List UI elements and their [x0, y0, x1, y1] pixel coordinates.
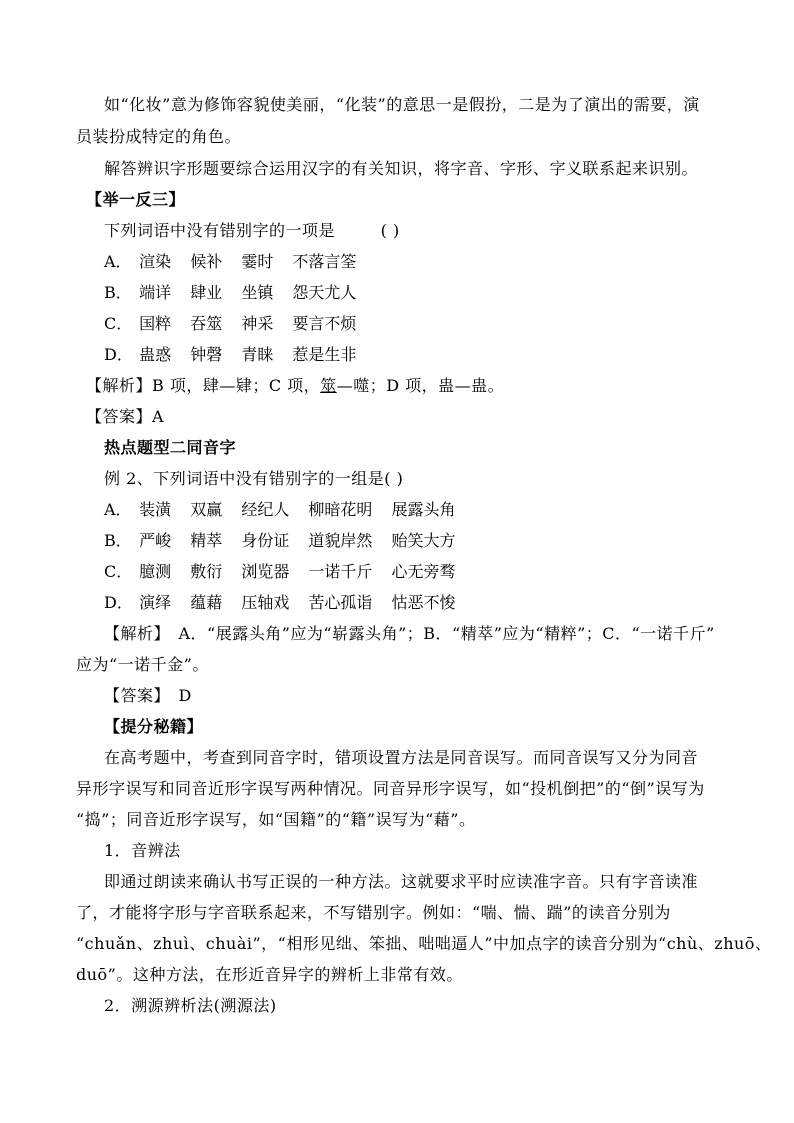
- option-a: [104, 252, 370, 272]
- paragraph-line: 如“化妆”意为修饰容貌使美丽，“化装”的意思一是假扮，二是为了演出的需要，演: [104, 95, 700, 114]
- paragraph-line: 解答辨识字形题要综合运用汉字的有关知识，将字音、字形、字义联系起来识别。: [104, 159, 699, 178]
- option-word: 国粹: [139, 314, 172, 333]
- option-b: [104, 283, 370, 303]
- option-word: 蛊惑: [139, 345, 172, 364]
- option-word: 怨天尤人: [292, 283, 357, 302]
- answer-bracket: ( ): [380, 221, 400, 240]
- method-title: 1．音辨法: [104, 841, 181, 860]
- answer-text: 【答案】A: [86, 407, 165, 426]
- paragraph-line: duō”。这种方法，在形近音异字的辨析上非常有效。: [76, 965, 463, 984]
- option-word: 要言不烦: [292, 314, 357, 333]
- option-label: C．: [104, 562, 133, 581]
- paragraph-line: 在高考题中，考查到同音字时，错项设置方法是同音误写。而同音误写又分为同音: [104, 748, 699, 767]
- option-c: [104, 314, 370, 334]
- paragraph-line: 员装扮成特定的角色。: [76, 127, 242, 146]
- analysis-pre: 【解析】B 项，肆—肄；C 项，: [86, 376, 321, 395]
- option-word: 臆测: [139, 562, 172, 581]
- option-word: 坐镇: [241, 283, 274, 302]
- analysis-text: 【解析】 A．“展露头角”应为“崭露头角”；B．“精萃”应为“精粹”；C．“一诺千斤”: [104, 624, 715, 643]
- option-word: 严峻: [139, 531, 172, 550]
- option-word: 惹是生非: [292, 345, 357, 364]
- option-c: [104, 562, 470, 582]
- option-word: 吞筮: [190, 314, 223, 333]
- analysis-text: [86, 376, 504, 396]
- option-word: 端详: [139, 283, 172, 302]
- option-d: [104, 593, 470, 613]
- paragraph-line: 即通过朗读来确认书写正误的一种方法。这就要求平时应读准字音。只有字音读准: [104, 872, 699, 891]
- paragraph-line: 了，才能将字形与字音联系起来，不写错别字。例如：“喘、惴、踹”的读音分别为: [76, 903, 671, 922]
- option-word: 霎时: [241, 252, 274, 271]
- section-heading: 【举一反三】: [86, 190, 186, 209]
- option-word: 心无旁骛: [391, 562, 456, 581]
- paragraph-line: “chuǎn、zhuì、chuài”，“相形见绌、笨拙、咄咄逼人”中加点字的读音分别为“chù、zhuō、: [76, 934, 772, 953]
- option-word: 身份证: [241, 531, 290, 550]
- analysis-underline: 筮: [320, 376, 337, 395]
- option-word: 肆业: [190, 283, 223, 302]
- option-word: 贻笑大方: [391, 531, 456, 550]
- section-heading: 热点题型二同音字: [104, 438, 237, 457]
- option-label: A．: [104, 500, 132, 519]
- option-word: 蕴藉: [190, 593, 223, 612]
- option-word: 浏览器: [241, 562, 290, 581]
- option-word: 钟磬: [190, 345, 223, 364]
- option-b: [104, 531, 470, 551]
- answer-text: 【答案】 D: [104, 686, 192, 705]
- option-label: B．: [104, 283, 132, 302]
- option-label: D．: [104, 593, 133, 612]
- option-a: [104, 500, 470, 520]
- paragraph-line: 异形字误写和同音近形字误写两种情况。同音异形字误写，如“投机倒把”的“倒”误写为: [76, 779, 705, 798]
- option-word: 候补: [190, 252, 223, 271]
- option-word: 苦心孤诣: [308, 593, 373, 612]
- option-word: 神采: [241, 314, 274, 333]
- option-word: 双赢: [190, 500, 223, 519]
- option-word: 柳暗花明: [308, 500, 373, 519]
- analysis-text: 应为“一诺千金”。: [76, 655, 209, 674]
- question-text: 例 2、下列词语中没有错别字的一组是( ): [104, 469, 404, 488]
- option-word: 敷衍: [190, 562, 223, 581]
- option-word: 一诺千斤: [308, 562, 373, 581]
- option-word: 压轴戏: [241, 593, 290, 612]
- option-word: 经纪人: [241, 500, 290, 519]
- option-word: 演绎: [139, 593, 172, 612]
- option-label: A．: [104, 252, 132, 271]
- analysis-post: —噬；D 项，蛊—蛊。: [336, 376, 505, 395]
- option-word: 怙恶不悛: [391, 593, 456, 612]
- question-stem: 下列词语中没有错别字的一项是: [104, 221, 336, 240]
- option-word: 精萃: [190, 531, 223, 550]
- option-d: [104, 345, 370, 365]
- section-heading: 【提分秘籍】: [104, 717, 204, 736]
- question-text: [104, 221, 400, 241]
- option-word: 展露头角: [391, 500, 456, 519]
- option-word: 装潢: [139, 500, 172, 519]
- option-word: 青睐: [241, 345, 274, 364]
- option-word: 道貌岸然: [308, 531, 373, 550]
- option-label: C．: [104, 314, 133, 333]
- option-word: 渲染: [139, 252, 172, 271]
- method-title: 2．溯源辨析法(溯源法): [104, 996, 277, 1015]
- option-label: D．: [104, 345, 133, 364]
- option-word: 不落言筌: [292, 252, 357, 271]
- option-label: B．: [104, 531, 132, 550]
- paragraph-line: “捣”；同音近形字误写，如“国籍”的“籍”误写为“藉”。: [76, 810, 476, 829]
